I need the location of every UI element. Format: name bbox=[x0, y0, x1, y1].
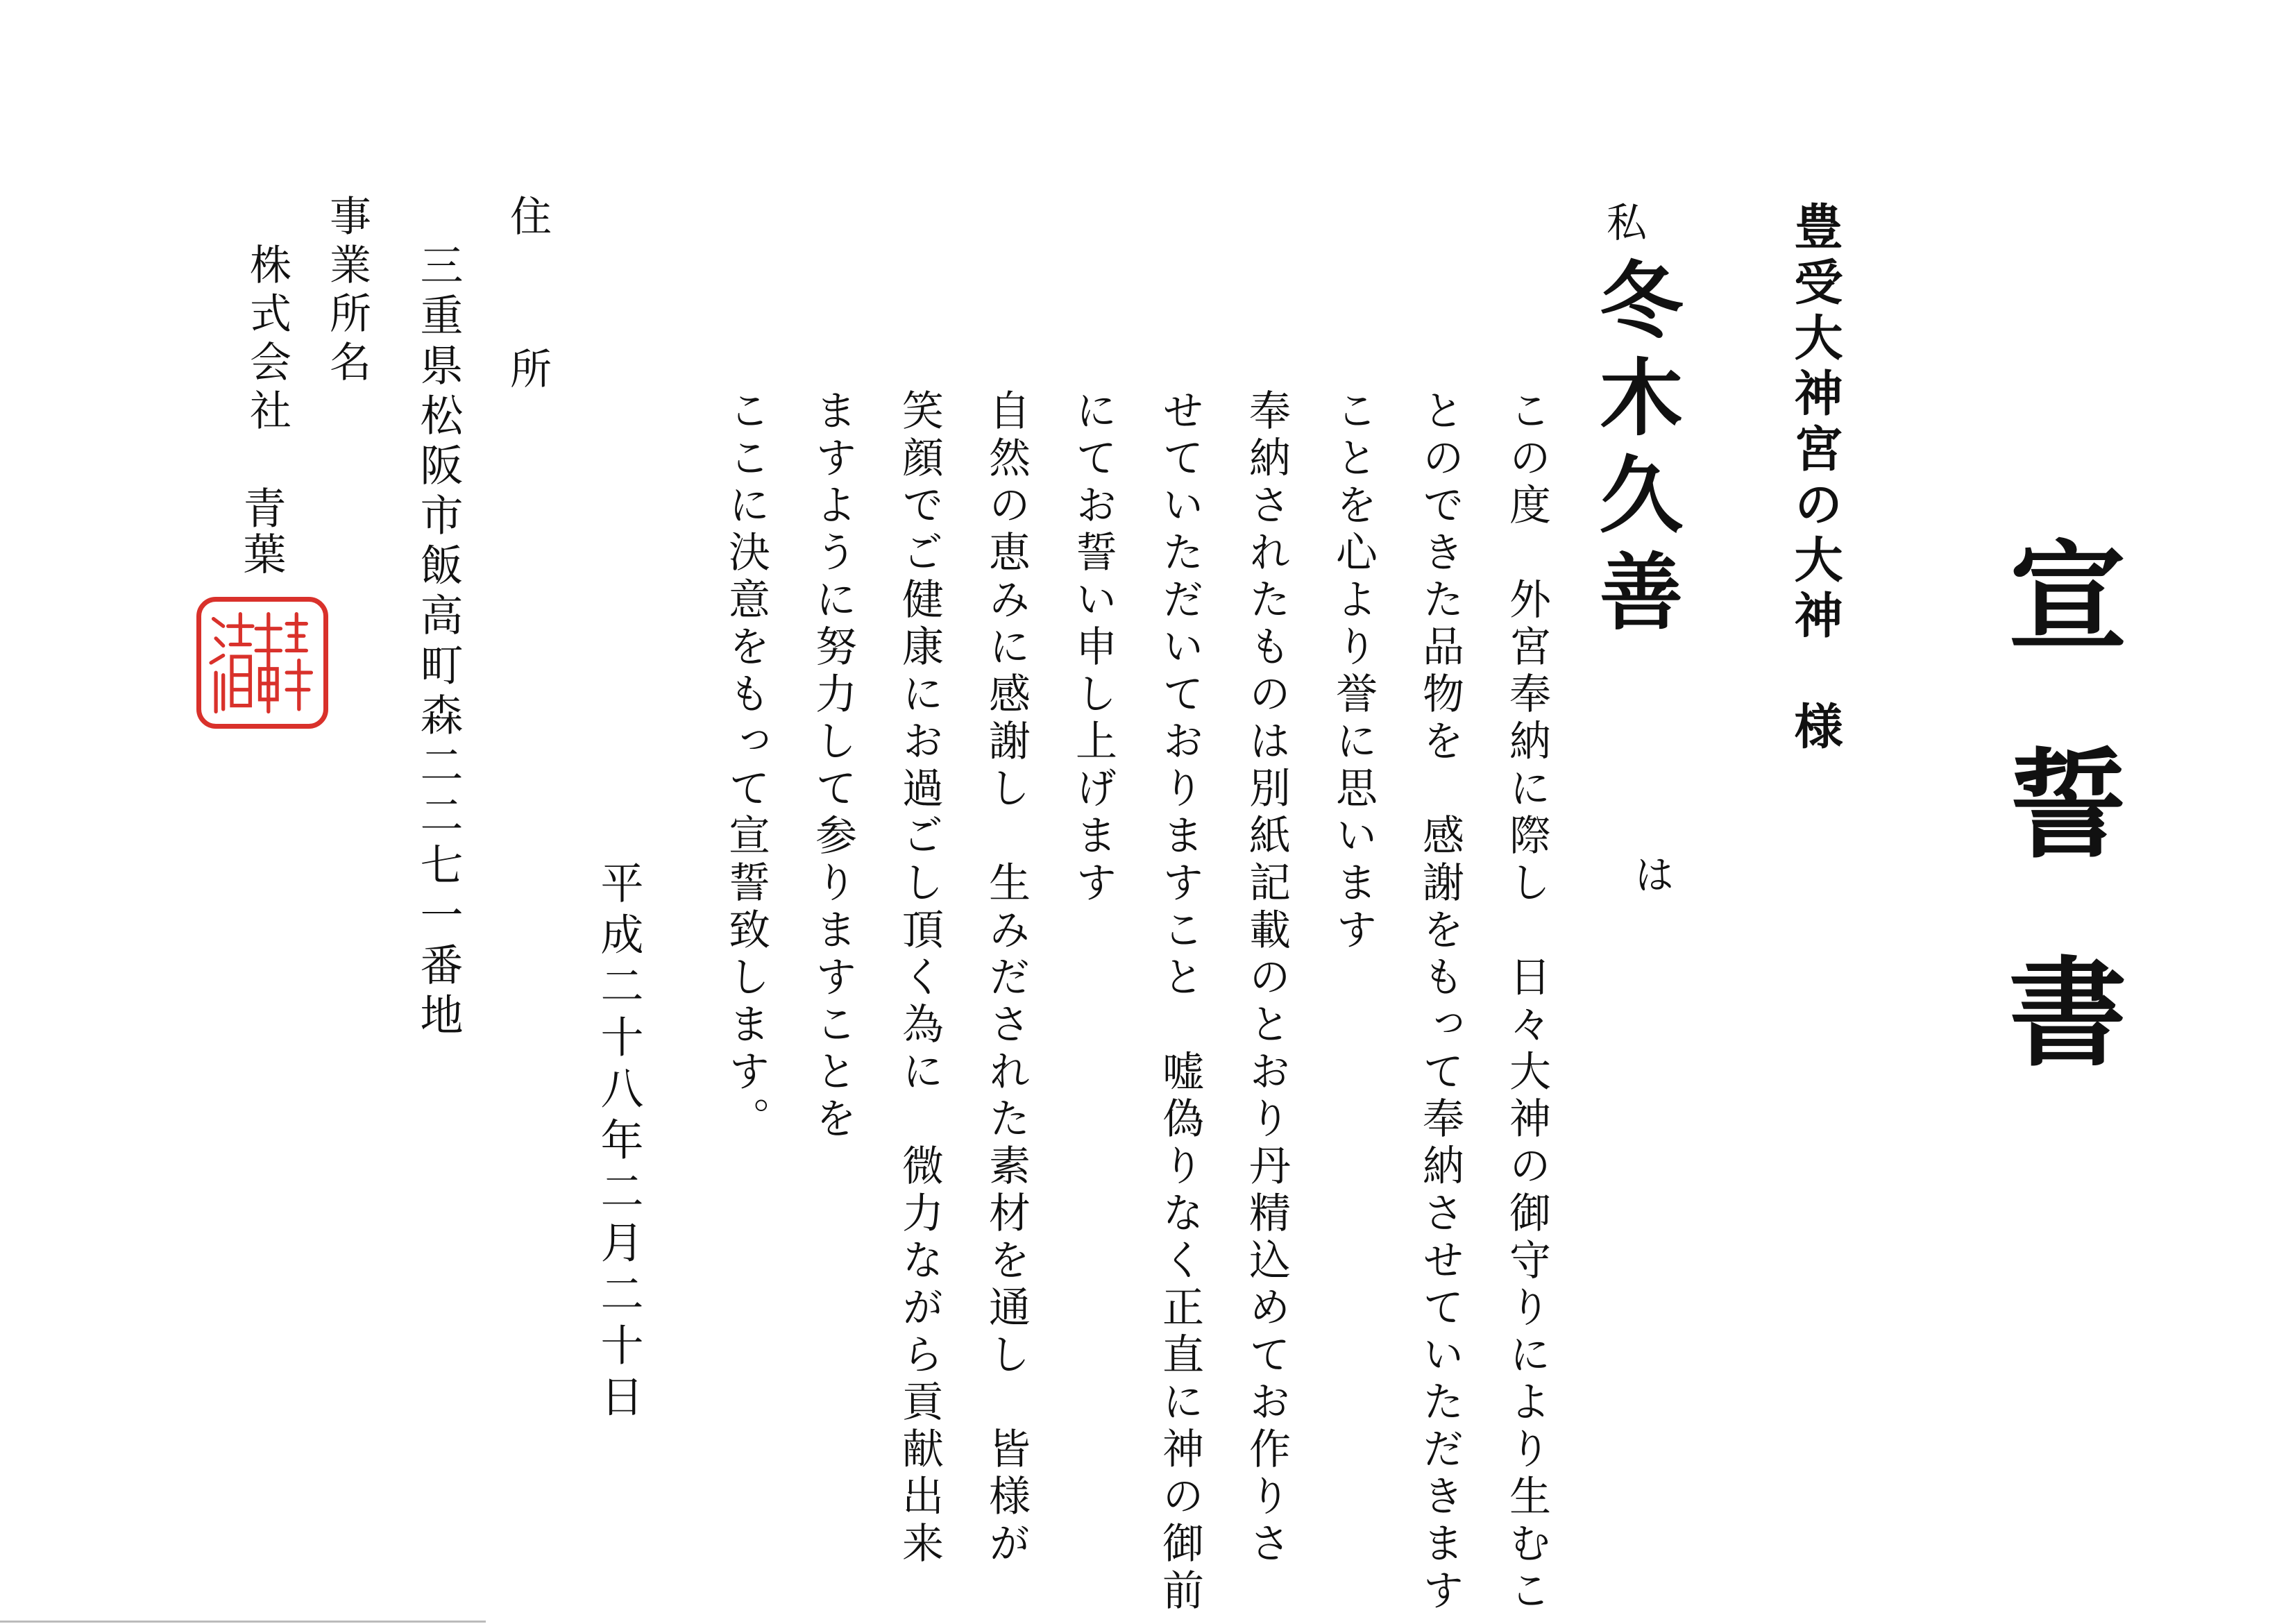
body-line: 自然の恵みに感謝し 生みだされた素材を通し 皆様が bbox=[982, 389, 1031, 1568]
pledger-name: 冬木久善 bbox=[1586, 257, 1684, 645]
body-line: とのできた品物を 感謝をもって奉納させていただきます bbox=[1416, 389, 1464, 1616]
company-type: 株式会社 bbox=[243, 243, 291, 437]
body-line: ことを心より誉に思います bbox=[1329, 389, 1378, 955]
document-title: 宣誓書 bbox=[1988, 534, 2127, 1159]
body-line: この度 外宮奉納に際し 日々大神の御守りにより生むこ bbox=[1502, 389, 1551, 1616]
scan-edge-line bbox=[0, 1621, 486, 1623]
pledger-suffix: は bbox=[1627, 854, 1675, 894]
seal-stamp-icon bbox=[201, 602, 323, 724]
body-line: ここに決意をもって宣誓致します。 bbox=[722, 389, 770, 1144]
document-date: 平成二十八年二月二十日 bbox=[593, 861, 644, 1426]
body-line: にてお誓い申し上げます bbox=[1069, 389, 1117, 908]
body-line: 笑顔でご健康にお過ごし頂く為に 微力ながら貢献出来 bbox=[895, 389, 944, 1568]
body-line: せていただいておりますこと 嘘偽りなく正直に神の御前 bbox=[1155, 389, 1204, 1616]
address-label: 住所 bbox=[503, 194, 552, 500]
body-line: 奉納されたものは別紙記載のとおり丹精込めてお作りさ bbox=[1242, 389, 1291, 1568]
pledger-prefix: 私 bbox=[1600, 201, 1647, 242]
body-line: ますように努力して参りますことを bbox=[808, 389, 857, 1144]
business-name-label: 事業所名 bbox=[323, 194, 371, 389]
addressee: 豊受大神宮の大神 様 bbox=[1786, 201, 1844, 756]
address-value: 三重県松阪市飯高町森二二七一番地 bbox=[413, 243, 464, 1042]
company-seal bbox=[196, 597, 328, 729]
signer-name: 青葉 bbox=[236, 486, 287, 577]
